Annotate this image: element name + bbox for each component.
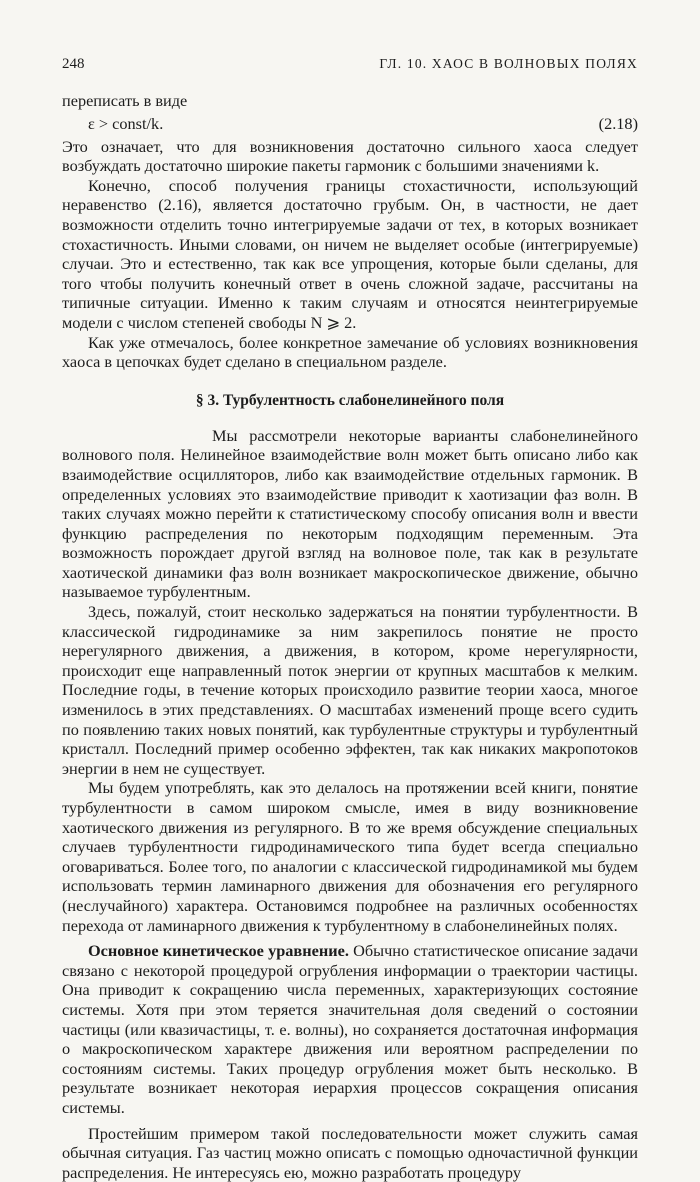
equation-2-18: [62, 111, 638, 137]
subsection-lead: Основное кинетическое уравнение.: [88, 941, 349, 960]
running-title: ГЛ. 10. ХАОС В ВОЛНОВЫХ ПОЛЯХ: [379, 56, 638, 72]
intro-line: переписать в виде: [62, 91, 638, 111]
paragraph: Простейшим примером такой последовательности может служить самая обычная ситуация. Газ частиц можно описать с помощью одночастичной функции распределения. Не интересуясь ею, можно разработать процедуру: [62, 1124, 638, 1182]
kinetic-equation-paragraph: [62, 941, 638, 1117]
paragraph: Как уже отмечалось, более конкретное замечание об условиях возникновения хаоса в цепочках будет сделано в специальном разделе.: [62, 333, 638, 372]
equation-number: (2.18): [599, 111, 638, 137]
paragraph: Здесь, пожалуй, стоит несколько задержаться на понятии турбулентности. В классической гидродинамике за ним закрепилось понятие не просто нерегулярного движения, а движения, в котором, кроме нерегулярности, происходит еще направленный поток энергии от крупных масштабов к мелким. Последние годы, в течение которых происходило развитие теории хаоса, многое изменилось в этих представлениях. О масштабах изменений проще всего судить по появлению таких новых понятий, как турбулентные структуры и турбулентный кристалл. Последний пример особенно эффектен, так как никаких макропотоков энергии в нем не существует.: [62, 602, 638, 778]
section-heading: § 3. Турбулентность слабонелинейного поля: [62, 392, 638, 410]
paragraph: Конечно, способ получения границы стохастичности, использующий неравенство (2.16), является достаточно грубым. Он, в частности, не дает возможности отделить точно интегрируемые задачи от тех, в которых возникает стохастичность. Иными словами, он ничем не выделяет особые (интегрируемые) случаи. Это и естественно, так как все упрощения, которые были сделаны, для того чтобы получить конечный ответ в очень сложной задаче, рассчитаны на типичные ситуации. Именно к таким случаям и относятся неинтегрируемые модели с числом степеней свободы N ⩾ 2.: [62, 176, 638, 333]
page-number: 248: [62, 56, 85, 73]
paragraph: Мы рассмотрели некоторые варианты слабонелинейного волнового поля. Нелинейное взаимодействие волн может быть описано либо как взаимодействие осцилляторов, либо как взаимодействие отдельных гармоник. В определенных условиях это взаимодействие приводит к хаотизации фаз волн. В таких случаях можно перейти к статистическому способу описания волн и ввести функцию распределения по некоторым подходящим переменным. Эта возможность порождает другой взгляд на волновое поле, так как в результате хаотической динамики фаз волн возникает макроскопическое движение, обычно называемое турбулентным.: [62, 426, 638, 602]
running-header: [62, 56, 638, 73]
equation-text: ε > const/k.: [88, 111, 163, 137]
paragraph: Это означает, что для возникновения достаточно сильного хаоса следует возбуждать достаточно широкие пакеты гармоник с большими значениями k.: [62, 137, 638, 176]
paragraph: Мы будем употреблять, как это делалось на протяжении всей книги, понятие турбулентности в самом широком смысле, имея в виду возникновение хаотического движения из регулярного. В то же время обсуждение специальных случаев турбулентности гидродинамического типа будет всегда специально оговариваться. Более того, по аналогии с классической гидродинамикой мы будем использовать термин ламинарного движения для обозначения его регулярного (неслучайного) характера. Остановимся подробнее на различных особенностях перехода от ламинарного движения к турбулентному в слабонелинейных полях.: [62, 778, 638, 935]
paragraph-body: Обычно статистическое описание задачи связано с некоторой процедурой огрубления информации о траектории частицы. Она приводит к сокращению числа переменных, характеризующих состояние системы. Хотя при этом теряется значительная доля сведений о состоянии частицы (или квазичастицы, т. е. волны), но сохраняется достаточная информация о макроскопическом характере движения или вероятном распределении по состояниям системы. Таких процедур огрубления может быть несколько. В результате возникает некоторая иерархия процессов сокращения описания системы.: [62, 941, 638, 1117]
